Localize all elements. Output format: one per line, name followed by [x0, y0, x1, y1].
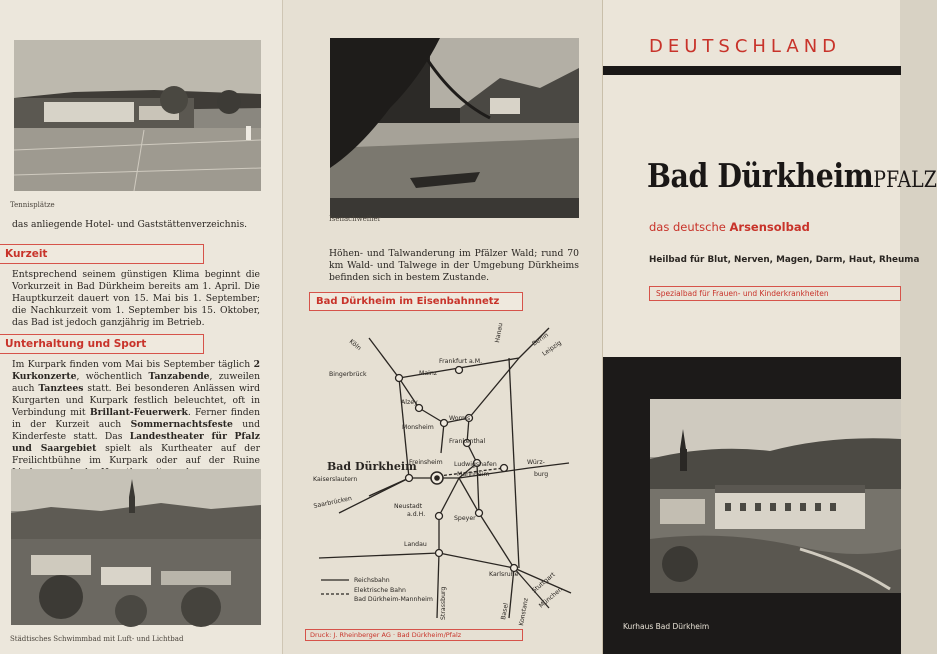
kurhaus-caption: Kurhaus Bad Dürkheim	[623, 622, 710, 631]
title-region: PFALZ	[873, 168, 937, 193]
svg-text:Frankfurt a.M.: Frankfurt a.M.	[439, 358, 483, 365]
brochure-cover-panel	[602, 0, 937, 654]
svg-text:Monsheim: Monsheim	[402, 424, 434, 431]
svg-text:Speyer: Speyer	[454, 515, 476, 522]
cover-subtitle: das deutsche Arsensolbad	[649, 220, 810, 234]
tennis-courts-photo	[14, 40, 261, 191]
svg-text:Ludwigshafen: Ludwigshafen	[454, 461, 497, 468]
svg-text:burg: burg	[534, 471, 549, 478]
tennis-photo-caption: Tennisplätze	[10, 201, 55, 209]
map-center-label: Bad Dürkheim	[327, 460, 417, 473]
lake-photo	[330, 38, 579, 218]
top-black-bar	[603, 66, 901, 75]
svg-text:Frankenthal: Frankenthal	[449, 438, 486, 445]
svg-text:Freinsheim: Freinsheim	[409, 459, 443, 466]
svg-text:Alzey: Alzey	[401, 399, 418, 406]
kurzeit-heading: Kurzeit	[0, 244, 204, 264]
svg-text:Strassburg: Strassburg	[440, 586, 447, 620]
hiking-text: Höhen- und Talwanderung im Pfälzer Wald; rund 70 km Wald- und Talwege in der Umgebung Dürkheims befinden sich in bestem Zustande.	[329, 248, 579, 283]
lake-photo-caption: Isenachweiher	[329, 215, 381, 223]
svg-text:Karlsruhe: Karlsruhe	[489, 571, 519, 578]
kurhaus-photo	[650, 399, 901, 593]
sport-heading: Unterhaltung und Sport	[0, 334, 204, 354]
svg-text:Stuttgart: Stuttgart	[530, 571, 557, 595]
swimming-pool-photo	[11, 469, 261, 625]
brochure-middle-panel	[282, 0, 602, 654]
svg-text:Basel: Basel	[500, 602, 510, 621]
cover-title	[647, 156, 937, 195]
svg-text:Würz-: Würz-	[527, 459, 545, 466]
svg-text:Bingerbrück: Bingerbrück	[329, 371, 367, 378]
svg-text:Köln: Köln	[347, 338, 363, 353]
svg-text:München: München	[537, 586, 564, 610]
swimming-pool-caption: Städtisches Schwimmbad mit Luft- und Lichtbad	[10, 635, 184, 643]
legend-reichsbahn: Reichsbahn	[354, 577, 390, 584]
kurzeit-text: Entsprechend seinem günstigen Klima beginnt die Vorkurzeit in Bad Dürkheim bereits am 1. April. Die Hauptkurzeit dauert von 15. Mai bis 1. September; die Nachkurzeit vom 1. September bis 15. Oktober, das Bad ist jedoch ganzjährig im Betrieb.	[12, 269, 260, 328]
svg-text:Mannheim: Mannheim	[457, 471, 490, 478]
svg-text:Kaiserslautern: Kaiserslautern	[313, 476, 358, 483]
railway-map	[309, 318, 599, 628]
legend-electric-2: Bad Dürkheim-Mannheim	[354, 596, 433, 603]
legend-electric-1: Elektrische Bahn	[354, 587, 406, 594]
svg-text:Konstanz: Konstanz	[518, 597, 530, 627]
heilbad-line: Heilbad für Blut, Nerven, Magen, Darm, Haut, Rheuma	[649, 255, 920, 265]
svg-text:Leipzig: Leipzig	[541, 339, 563, 358]
svg-text:Hanau: Hanau	[494, 322, 505, 344]
svg-text:Saarbrücken: Saarbrücken	[312, 495, 353, 510]
country-heading: DEUTSCHLAND	[649, 36, 842, 57]
svg-text:Mainz: Mainz	[419, 370, 438, 377]
svg-text:Landau: Landau	[404, 541, 427, 548]
svg-text:Worms: Worms	[449, 415, 471, 422]
cover-dark-section	[603, 357, 901, 654]
brochure-left-panel	[0, 0, 282, 654]
hotel-directory-text: das anliegende Hotel- und Gaststättenverzeichnis.	[12, 219, 248, 230]
svg-text:Berlin: Berlin	[531, 331, 550, 348]
railway-map-heading: Bad Dürkheim im Eisenbahnnetz	[309, 292, 523, 311]
svg-text:Neustadt: Neustadt	[394, 503, 423, 510]
sport-text: Im Kurpark finden vom Mai bis September täglich 2 Kurkonzerte, wöchentlich Tanzabende, zuweilen auch Tanztees statt. Bei besonderen Anlässen wird Kurgarten und Kurpark festlich beleuchtet, oft in Verbindung mit Brillant-Feuerwerk. Ferner finden in der Kurzeit auch Sommernachtsfeste und Kinderfeste statt. Das Landestheater für Pfalz und Saargebiet spielt als Kurtheater auf der Freilichtbühne im Kurpark oder auf der Ruine	[12, 359, 261, 466]
printer-note: Druck: J. Rheinberger AG · Bad Dürkheim/Pfalz	[305, 629, 523, 641]
title-main: Bad Dürkheim	[647, 156, 874, 195]
svg-text:a.d.H.: a.d.H.	[407, 511, 426, 518]
spezialbad-box: Spezialbad für Frauen- und Kinderkrankheiten	[649, 286, 901, 301]
